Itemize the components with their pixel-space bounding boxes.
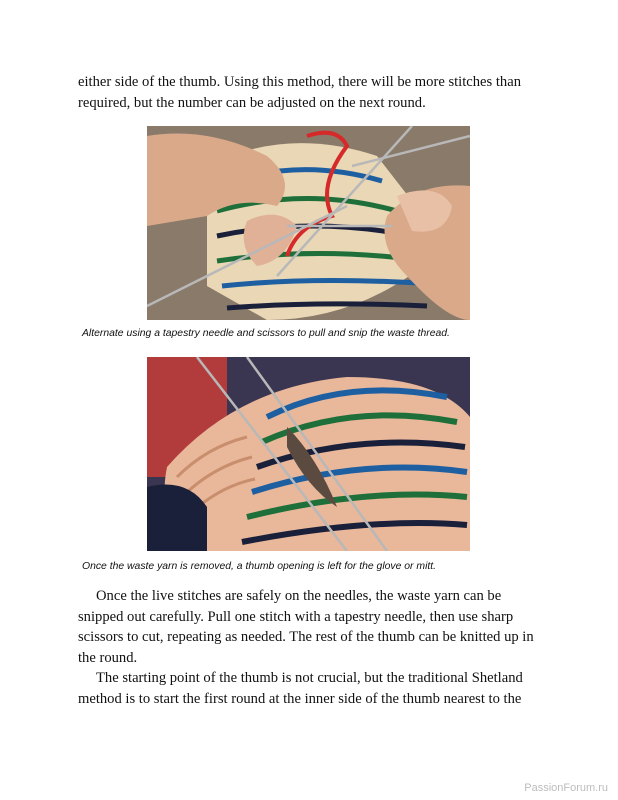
figure-2-caption: Once the waste yarn is removed, a thumb opening is left for the glove or mitt.	[82, 561, 437, 572]
photo-thumb-opening	[147, 357, 470, 551]
paragraph-1: either side of the thumb. Using this method, there will be more stitches than required, but the number can be adjusted on the next round.	[78, 74, 521, 111]
paragraph-3: The starting point of the thumb is not crucial, but the traditional Shetland method is to start the first round at the inner side of the thumb nearest to the	[78, 670, 523, 707]
figure-1-caption: Alternate using a tapestry needle and scissors to pull and snip the waste thread.	[82, 328, 450, 339]
photo-snipping-waste-thread	[147, 126, 470, 320]
watermark: PassionForum.ru	[524, 782, 608, 794]
knitting-photo-2	[147, 357, 470, 551]
knitting-photo-1	[147, 126, 470, 320]
paragraph-2: Once the live stitches are safely on the needles, the waste yarn can be snipped out carefully. Pull one stitch with a tapestry needle, then use sharp scissors to cut, repeating as needed. The rest of the thumb can be knitted up in the round.	[78, 588, 534, 666]
